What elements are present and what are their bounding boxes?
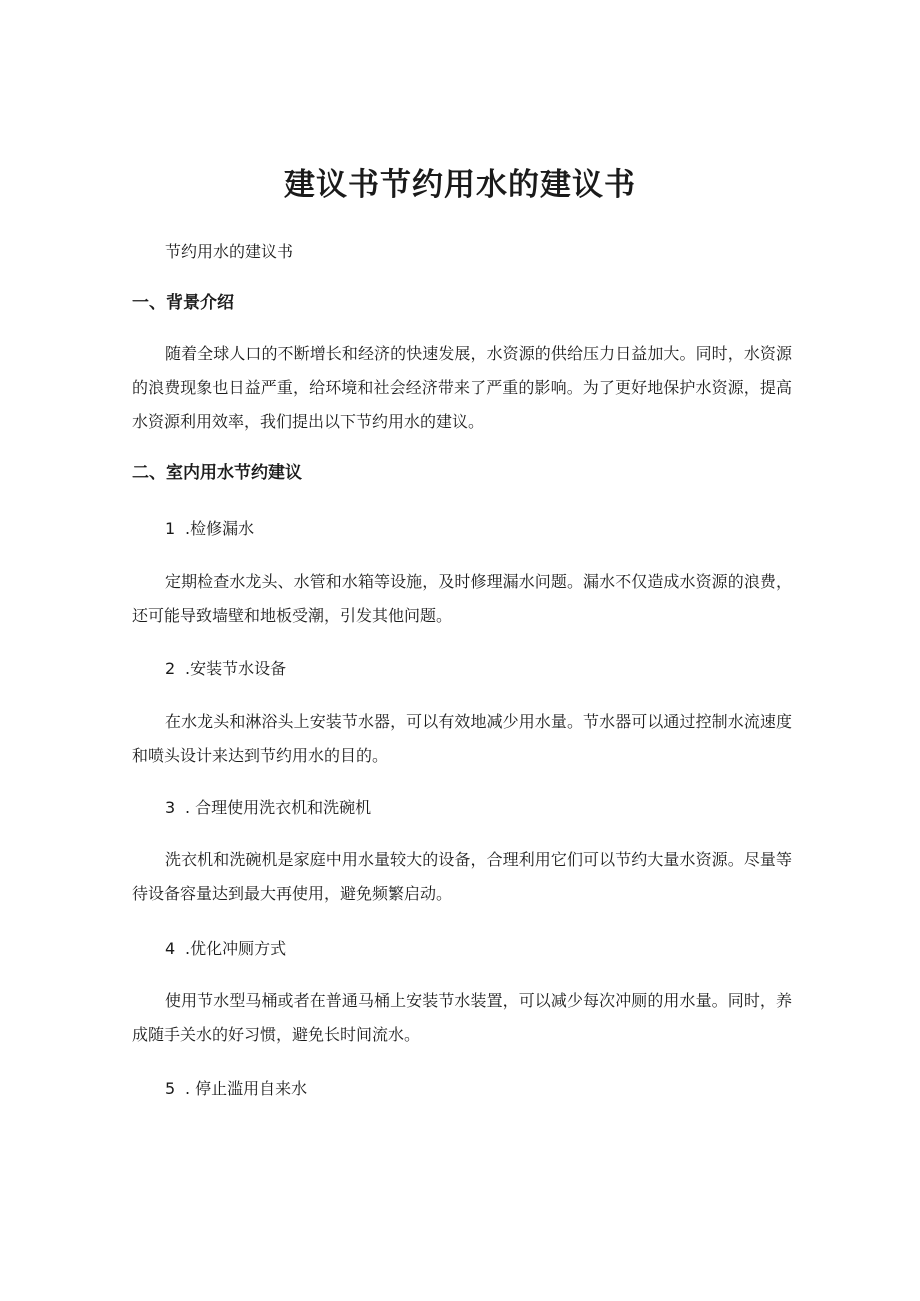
section-heading-indoor: 二、室内用水节约建议 xyxy=(132,463,302,483)
item-number: 4 xyxy=(165,939,176,958)
item-number: 3 xyxy=(165,798,176,817)
list-item-heading xyxy=(165,796,371,820)
list-item-heading xyxy=(165,937,286,961)
list-item-text: 使用节水型马桶或者在普通马桶上安装节水装置，可以减少每次冲厕的用水量。同时，养成随手关水的好习惯，避免长时间流水。 xyxy=(132,991,792,1044)
item-label: .优化冲厕方式 xyxy=(185,939,287,958)
item-label: .检修漏水 xyxy=(185,519,255,538)
list-item-heading xyxy=(165,1077,307,1101)
document-title: 建议书节约用水的建议书 xyxy=(284,167,636,203)
list-item-text: 洗衣机和洗碗机是家庭中用水量较大的设备，合理利用它们可以节约大量水资源。尽量等待设备容量达到最大再使用，避免频繁启动。 xyxy=(132,850,792,903)
list-item-text: 定期检查水龙头、水管和水箱等设施，及时修理漏水问题。漏水不仅造成水资源的浪费，还可能导致墙壁和地板受潮，引发其他问题。 xyxy=(132,572,792,625)
section-heading-background: 一、背景介绍 xyxy=(132,293,234,313)
item-label: . 合理使用洗衣机和洗碗机 xyxy=(185,798,372,817)
item-number: 5 xyxy=(165,1079,176,1098)
item-number: 2 xyxy=(165,659,176,678)
item-number: 1 xyxy=(165,519,176,538)
list-item-text: 在水龙头和淋浴头上安装节水器，可以有效地减少用水量。节水器可以通过控制水流速度和喷头设计来达到节约用水的目的。 xyxy=(132,712,792,765)
section-paragraph-background: 随着全球人口的不断增长和经济的快速发展，水资源的供给压力日益加大。同时，水资源的浪费现象也日益严重，给环境和社会经济带来了严重的影响。为了更好地保护水资源，提高水资源利用效率，我们提出以下节约用水的建议。 xyxy=(132,344,792,431)
list-item-heading xyxy=(165,517,254,541)
item-label: . 停止滥用自来水 xyxy=(185,1079,308,1098)
item-label: .安装节水设备 xyxy=(185,659,287,678)
document-subtitle: 节约用水的建议书 xyxy=(165,242,294,261)
list-item-heading xyxy=(165,657,286,681)
